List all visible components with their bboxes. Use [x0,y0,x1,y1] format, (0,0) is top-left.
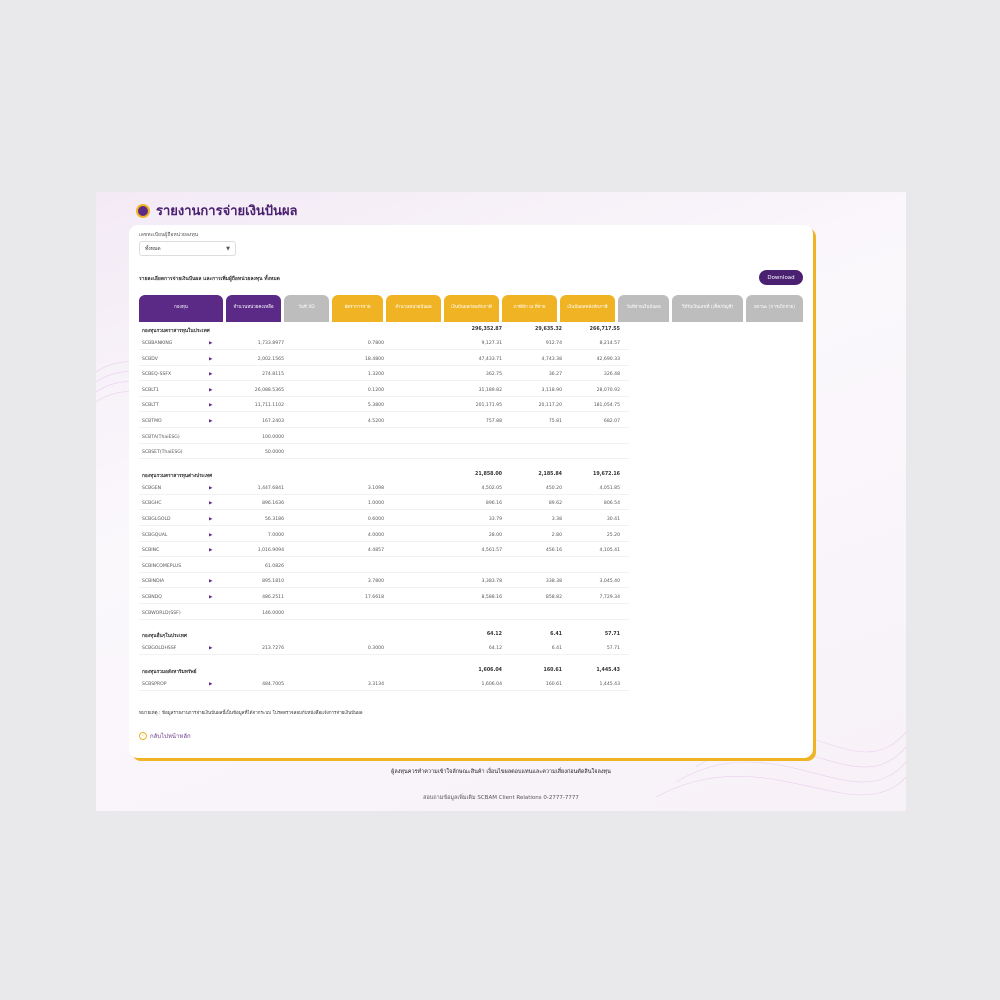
units-remaining: 50.0000 [265,450,284,456]
withholding-tax: 36.27 [548,372,562,378]
table-row[interactable] [142,593,632,603]
group-total: 296,352.87 [471,327,502,332]
units-remaining: 1,733.8977 [257,341,284,346]
report-caption: รายละเอียดการจ่ายเงินปันผล และการเพิ่มผู้ถือหน่วยลงทุน ทั้งหมด [139,276,280,282]
net-dividend: 4,105.41 [599,548,620,554]
units-remaining: 100.0000 [262,434,284,440]
expand-arrow-icon[interactable]: ▶ [209,681,213,687]
fund-group-title: กองทุนรวมอสังหาริมทรัพย์ [142,669,197,675]
withholding-tax: 2.80 [551,532,562,538]
withholding-tax: 75.81 [548,419,562,424]
net-dividend: 806.54 [603,501,620,507]
withholding-tax: 6.41 [551,646,562,652]
row-divider [139,619,629,620]
expand-arrow-icon[interactable]: ▶ [209,595,213,600]
risk-disclaimer: ผู้ลงทุนควรทำความเข้าใจลักษณะสินค้า เงื่อนไขผลตอบแทนและความเสี่ยงก่อนตัดสินใจลงทุน [391,769,611,775]
fund-name: SCBSET(ThaiESG) [142,450,183,456]
gross-dividend: 31,189.82 [478,387,502,393]
gross-dividend: 362.75 [485,372,502,378]
expand-arrow-icon[interactable]: ▶ [209,532,213,538]
row-divider [139,396,629,397]
expand-arrow-icon[interactable]: ▶ [209,579,213,585]
units-remaining: 26,088.5365 [254,387,284,393]
row-divider [139,349,629,350]
gross-dividend: 3,383.78 [481,579,502,585]
withholding-tax: 450.20 [545,485,562,491]
table-row[interactable] [142,577,632,587]
download-button[interactable]: Download [759,270,803,285]
withholding-tax: 20,117.20 [538,403,562,409]
fund-name: SCBINDIA [142,579,165,585]
row-divider [139,654,629,655]
fund-group-title: กองทุนรวมตราสารทุนต่างประเทศ [142,473,213,479]
back-link[interactable] [139,731,191,741]
table-row[interactable] [142,531,632,541]
table-row[interactable] [142,562,632,572]
expand-arrow-icon[interactable]: ▶ [209,419,213,424]
expand-arrow-icon[interactable]: ▶ [209,501,213,507]
gross-dividend: 4,502.05 [481,485,502,491]
group-total: 64.12 [486,632,502,638]
fund-name: SCBGQUAL [142,532,168,538]
gross-dividend: 4,561.57 [481,548,502,554]
group-total: 160.61 [543,667,562,673]
table-row[interactable] [142,401,632,411]
net-dividend: 28,070.92 [596,387,620,393]
fund-group-title: กองทุนรวมตราสารทุนในประเทศ [142,329,210,334]
dividend-rate: 0.1200 [367,387,384,393]
group-total: 6.41 [550,632,562,638]
expand-arrow-icon[interactable]: ▶ [209,356,213,362]
table-row[interactable] [142,609,632,619]
fund-name: SCBBANKING [142,341,173,346]
fund-name: SCBNDQ [142,595,162,600]
net-dividend: 682.07 [603,419,620,424]
withholding-tax: 3,118.90 [541,387,562,393]
account-select[interactable] [139,241,236,256]
units-remaining: 2,002.1565 [257,356,284,362]
row-divider [139,525,629,526]
gross-dividend: 47,433.71 [478,356,502,362]
row-divider [139,690,629,691]
withholding-tax: 456.16 [545,548,562,554]
units-remaining: 274.8115 [262,372,284,378]
group-total: 29,635.32 [534,327,562,332]
table-row[interactable] [142,546,632,556]
fund-name: SCBLTT [142,403,159,409]
row-divider [139,572,629,573]
group-total: 1,445.43 [596,667,620,673]
expand-arrow-icon[interactable]: ▶ [209,403,213,409]
table-row[interactable] [142,644,632,654]
table-header-col-2: วันที่ XD [284,295,329,322]
table-row[interactable] [142,680,632,690]
group-total: 19,672.16 [592,471,620,477]
table-header-col-0: กองทุน [139,295,223,322]
withholding-tax: 338.38 [545,579,562,585]
expand-arrow-icon[interactable]: ▶ [209,372,213,378]
page-header [136,200,298,221]
fund-name: SCBGEN [142,485,162,491]
row-divider [139,443,629,444]
net-dividend: 30.41 [606,517,620,522]
app-screen [96,192,906,811]
fund-name: SCBGOLDHSSF [142,646,177,652]
dividend-rate: 4.5200 [367,419,384,424]
row-divider [139,458,629,459]
group-total: 21,858.00 [474,471,502,477]
units-remaining: 56.3186 [265,517,284,522]
filter-label: เลขทะเบียนผู้ถือหน่วยลงทุน [139,232,199,238]
gross-dividend: 8,588.16 [481,595,502,600]
fund-name: SCBINC [142,548,160,554]
row-divider [139,587,629,588]
dividend-rate: 18.4800 [365,356,384,362]
withholding-tax: 858.82 [545,595,562,600]
table-header-col-5: เงินปันผลก่อนหักภาษี [444,295,499,322]
table-row[interactable] [142,484,632,494]
expand-arrow-icon[interactable]: ▶ [209,387,213,393]
row-divider [139,365,629,366]
dividend-rate: 5.3800 [367,403,384,409]
net-dividend: 3,045.40 [599,579,620,585]
note-text: หมายเหตุ : ข้อมูลรายงานการจ่ายเงินปันผลนี้เป็นข้อมูลที่ได้จากระบบ โปรดตรวจสอบกับหนังสือแจ้งการจ่ายเงินปันผล [139,711,363,716]
group-total: 266,717.55 [589,327,620,332]
expand-arrow-icon[interactable]: ▶ [209,646,213,652]
net-dividend: 7,729.34 [599,595,620,600]
table-header-col-3: อัตราการจ่าย [332,295,383,322]
row-divider [139,380,629,381]
page-title: รายงานการจ่ายเงินปันผล [156,204,298,219]
gross-dividend: 64.12 [488,646,502,652]
units-remaining: 1,447.6841 [257,485,284,491]
net-dividend: 326.48 [603,372,620,378]
units-remaining: 61.0826 [265,563,284,569]
dividend-rate: 1.3200 [367,372,384,378]
dividend-rate: 3.7800 [367,579,384,585]
gross-dividend: 33.79 [488,517,502,522]
table-row[interactable] [142,417,632,427]
row-divider [139,411,629,412]
table-row[interactable] [142,370,632,380]
table-row[interactable] [142,386,632,396]
expand-arrow-icon[interactable]: ▶ [209,517,213,522]
net-dividend: 57.71 [606,646,620,652]
fund-name: SCBTA(ThaiESG) [142,434,180,440]
brand-logo-icon [136,204,150,218]
dividend-rate: 4.4857 [367,548,384,554]
expand-arrow-icon[interactable]: ▶ [209,548,213,554]
withholding-tax: 4,743.38 [541,356,562,362]
contact-footer: สอบถามข้อมูลเพิ่มเติม SCBAM Client Relations 0-2777-7777 [423,795,579,801]
table-header-col-4: จำนวนหน่วยปันผล [386,295,441,322]
units-remaining: 895.1810 [262,579,284,585]
withholding-tax: 160.61 [545,681,562,687]
fund-name: SCBGLGOLD [142,517,171,522]
fund-name: SCBDV [142,356,158,362]
table-row[interactable] [142,339,632,349]
group-total: 1,606.04 [478,667,502,673]
report-card [129,225,813,758]
group-total: 57.71 [604,632,620,638]
net-dividend: 181,054.75 [593,403,620,409]
gross-dividend: 896.16 [485,501,502,507]
table-header-col-8: วันที่จ่ายเงินปันผล [618,295,669,322]
dividend-rate: 17.6618 [365,595,384,600]
units-remaining: 11,711.1102 [254,403,284,409]
dividend-rate: 0.3000 [367,646,384,652]
row-divider [139,541,629,542]
table-header-col-1: จำนวนหน่วยคงเหลือ [226,295,281,322]
table-header-col-6: ภาษีหัก ณ ที่จ่าย [502,295,557,322]
withholding-tax: 912.74 [545,341,562,346]
fund-name: SCBEQ-SSFX [142,372,172,378]
units-remaining: 7.0000 [267,532,284,538]
table-header-col-10: สถานะ (การเบิกจ่าย) [746,295,803,322]
fund-group-title: กองทุนอื่นๆในประเทศ [142,634,187,640]
chevron-down-icon: ▼ [226,245,230,252]
dividend-rate: 0.7800 [367,341,384,346]
net-dividend: 1,445.43 [599,681,620,687]
fund-name: SCBINCOMEPLUS [142,563,182,569]
units-remaining: 146.0000 [262,610,284,616]
units-remaining: 484.7005 [262,681,284,687]
table-row[interactable] [142,499,632,509]
gross-dividend: 9,127.31 [481,341,502,346]
net-dividend: 25.20 [606,532,620,538]
table-header-col-7: เงินปันผลหลังหักภาษี [560,295,615,322]
back-arrow-icon: ‹ [139,732,147,740]
gross-dividend: 201,171.95 [475,403,502,409]
table-row[interactable] [142,355,632,365]
dividend-rate: 3.1098 [367,485,384,491]
account-select-value: ทั้งหมด [145,245,161,252]
withholding-tax: 3.38 [551,517,562,522]
units-remaining: 486.2511 [262,595,284,600]
units-remaining: 213.7276 [262,646,284,652]
units-remaining: 167.2403 [262,419,284,424]
net-dividend: 4,051.85 [599,485,620,491]
fund-name: SCBGHC [142,501,162,507]
net-dividend: 42,690.33 [596,356,620,362]
gross-dividend: 28.00 [488,532,502,538]
table-row[interactable] [142,433,632,443]
dividend-rate: 0.6000 [367,517,384,522]
row-divider [139,494,629,495]
fund-name: SCBLT1 [142,387,159,393]
net-dividend: 8,214.57 [599,341,620,346]
row-divider [139,603,629,604]
back-link-label: กลับไปหน้าหลัก [150,733,191,740]
gross-dividend: 757.88 [485,419,502,424]
fund-name: SCBTMO [142,419,162,424]
fund-name: SCBWORLD(SSF) [142,610,181,616]
table-row[interactable] [142,448,632,458]
units-remaining: 896.1636 [262,501,284,507]
row-divider [139,509,629,510]
expand-arrow-icon[interactable]: ▶ [209,485,213,491]
fund-name: SCBSPROP [142,681,167,687]
table-header-col-9: วิธีรับเงินเลขที่ (เช็ค/บัญชี) [672,295,743,322]
withholding-tax: 89.62 [548,501,562,507]
dividend-rate: 3.3134 [367,681,384,687]
row-divider [139,556,629,557]
dividend-rate: 1.0000 [367,501,384,507]
dividend-rate: 4.0000 [367,532,384,538]
table-row[interactable] [142,515,632,525]
gross-dividend: 1,606.04 [481,681,502,687]
group-total: 2,185.84 [538,471,562,477]
row-divider [139,427,629,428]
expand-arrow-icon[interactable]: ▶ [209,341,213,346]
units-remaining: 1,016.9094 [257,548,284,554]
